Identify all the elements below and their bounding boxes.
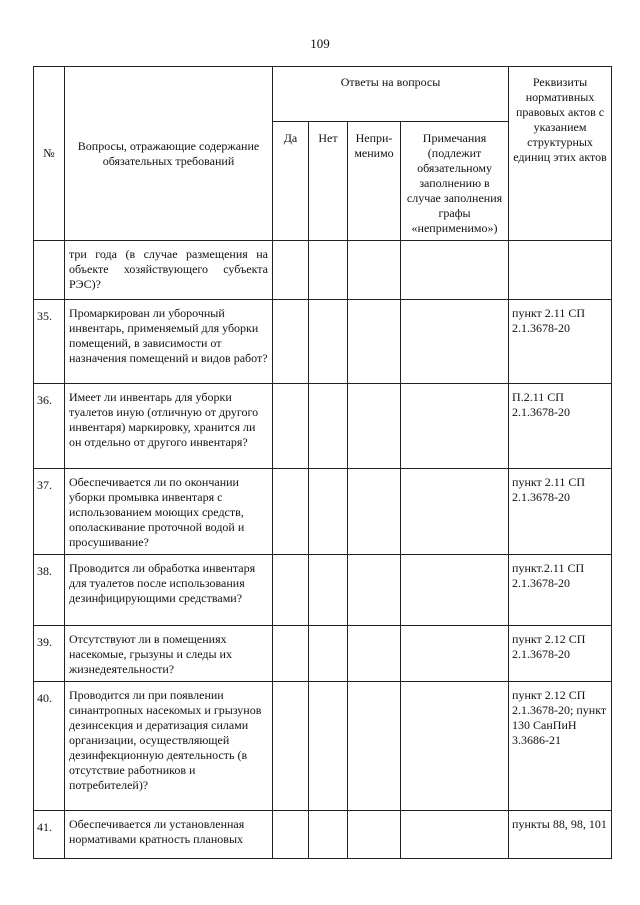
- header-no: Нет: [309, 122, 348, 241]
- answer-notes-cell[interactable]: [401, 555, 509, 626]
- row-reference: пункт 2.12 СП 2.1.3678-20: [509, 626, 612, 682]
- answer-notes-cell[interactable]: [401, 626, 509, 682]
- table-row: [34, 300, 612, 384]
- row-question: Промаркирован ли уборочный инвентарь, применяемый для уборки помещений, в зависимости от назначения помещений и видов работ?: [65, 300, 273, 384]
- row-number: 38.: [34, 555, 65, 626]
- answer-no-cell[interactable]: [309, 300, 348, 384]
- answer-not-applicable-cell[interactable]: [348, 384, 401, 469]
- answer-yes-cell[interactable]: [273, 626, 309, 682]
- row-reference: пункт.2.11 СП 2.1.3678-20: [509, 555, 612, 626]
- row-question: Проводится ли при появлении синантропных насекомых и грызунов дезинсекция и дератизация силами организации, осуществляющей дезинфекционную деятельность (в отсутствие работников и потребителей)?: [65, 682, 273, 811]
- answer-no-cell[interactable]: [309, 811, 348, 859]
- answer-not-applicable-cell[interactable]: [348, 555, 401, 626]
- answer-no-cell[interactable]: [309, 682, 348, 811]
- header-question: Вопросы, отражающие содержание обязательных требований: [65, 67, 273, 241]
- row-reference: П.2.11 СП 2.1.3678-20: [509, 384, 612, 469]
- row-number: 36.: [34, 384, 65, 469]
- header-number: №: [34, 67, 65, 241]
- table-row: [34, 555, 612, 626]
- table-row: [34, 626, 612, 682]
- row-number: [34, 241, 65, 300]
- answer-not-applicable-cell[interactable]: [348, 469, 401, 555]
- answer-yes-cell[interactable]: [273, 384, 309, 469]
- answer-no-cell[interactable]: [309, 626, 348, 682]
- row-reference: пункт 2.12 СП 2.1.3678-20; пункт 130 СанПиН 3.3686-21: [509, 682, 612, 811]
- page-number: 109: [310, 36, 330, 51]
- table-row: [34, 241, 612, 300]
- row-question: Отсутствуют ли в помещениях насекомые, грызуны и следы их жизнедеятельности?: [65, 626, 273, 682]
- answer-notes-cell[interactable]: [401, 682, 509, 811]
- table-row: [34, 811, 612, 859]
- answer-not-applicable-cell[interactable]: [348, 300, 401, 384]
- answer-no-cell[interactable]: [309, 241, 348, 300]
- row-number: 39.: [34, 626, 65, 682]
- row-number: 41.: [34, 811, 65, 859]
- answer-not-applicable-cell[interactable]: [348, 241, 401, 300]
- row-reference: пункт 2.11 СП 2.1.3678-20: [509, 469, 612, 555]
- header-notes: Примечания (подлежит обязательному заполнению в случае заполнения графы «неприменимо»): [401, 122, 509, 241]
- answer-yes-cell[interactable]: [273, 300, 309, 384]
- table-row: [34, 682, 612, 811]
- answer-notes-cell[interactable]: [401, 469, 509, 555]
- table-row: [34, 384, 612, 469]
- answer-no-cell[interactable]: [309, 384, 348, 469]
- row-number: 37.: [34, 469, 65, 555]
- row-question: Проводится ли обработка инвентаря для туалетов после использования дезинфицирующими средствами?: [65, 555, 273, 626]
- row-question: три года (в случае размещения на объекте хозяйствующего субъекта РЭС)?: [65, 241, 273, 300]
- row-question: Обеспечивается ли по окончании уборки промывка инвентаря с использованием моющих средств, ополаскивание проточной водой и просушивание?: [65, 469, 273, 555]
- answer-no-cell[interactable]: [309, 555, 348, 626]
- row-question: Обеспечивается ли установленная нормативами кратность плановых: [65, 811, 273, 859]
- row-reference: [509, 241, 612, 300]
- answer-yes-cell[interactable]: [273, 241, 309, 300]
- answer-yes-cell[interactable]: [273, 811, 309, 859]
- answer-notes-cell[interactable]: [401, 811, 509, 859]
- row-reference: пункт 2.11 СП 2.1.3678-20: [509, 300, 612, 384]
- answer-notes-cell[interactable]: [401, 300, 509, 384]
- header-requisites: Реквизиты нормативных правовых актов с указанием структурных единиц этих актов: [509, 67, 612, 241]
- answer-notes-cell[interactable]: [401, 384, 509, 469]
- answer-not-applicable-cell[interactable]: [348, 682, 401, 811]
- row-number: 35.: [34, 300, 65, 384]
- header-yes: Да: [273, 122, 309, 241]
- requirements-checklist-table: [33, 66, 612, 859]
- header-row-top: [34, 67, 612, 122]
- answer-notes-cell[interactable]: [401, 241, 509, 300]
- answer-yes-cell[interactable]: [273, 682, 309, 811]
- header-answers: Ответы на вопросы: [273, 67, 509, 122]
- row-question: Имеет ли инвентарь для уборки туалетов иную (отличную от другого инвентаря) маркировку, хранится ли он отдельно от другого инвентаря?: [65, 384, 273, 469]
- row-number: 40.: [34, 682, 65, 811]
- answer-yes-cell[interactable]: [273, 469, 309, 555]
- answer-not-applicable-cell[interactable]: [348, 811, 401, 859]
- answer-not-applicable-cell[interactable]: [348, 626, 401, 682]
- header-not-applicable: Непри- менимо: [348, 122, 401, 241]
- table-row: [34, 469, 612, 555]
- answer-yes-cell[interactable]: [273, 555, 309, 626]
- answer-no-cell[interactable]: [309, 469, 348, 555]
- row-reference: пункты 88, 98, 101: [509, 811, 612, 859]
